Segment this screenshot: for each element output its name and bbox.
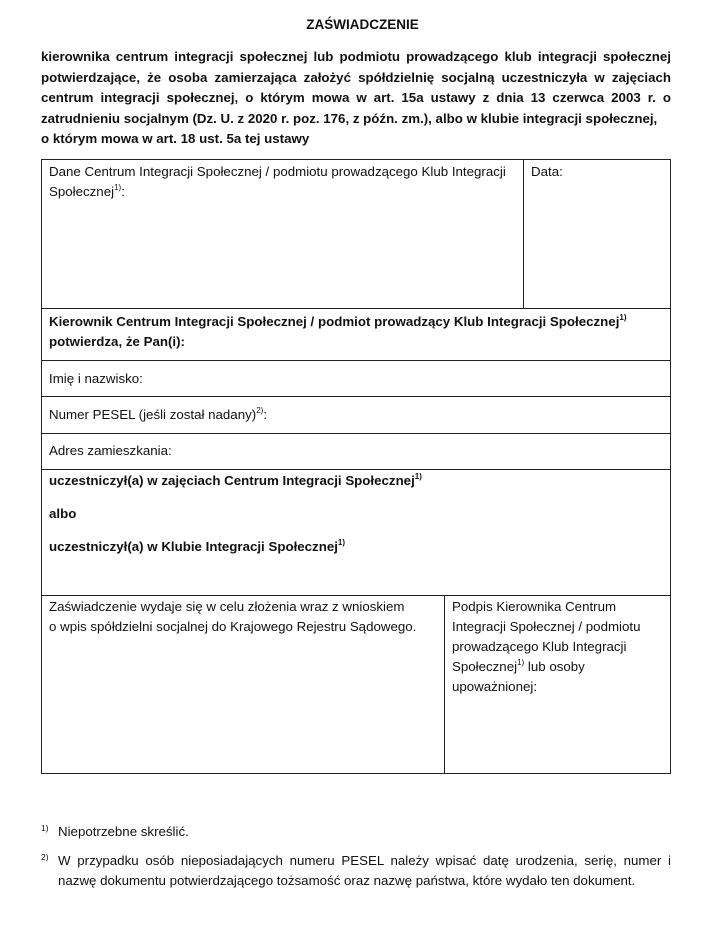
purpose-note: Zaświadczenie wydaje się w celu złożenia wraz z wnioskiem o wpis spółdzielni socjalnej do Krajowego Rejestru Sądowego. [41, 595, 445, 774]
full-name-label: Imię i nazwisko: [49, 371, 143, 386]
footnote-2 [41, 851, 671, 891]
address-field[interactable] [41, 433, 671, 470]
pesel-label: Numer PESEL (jeśli został nadany) [49, 407, 257, 422]
footnote-1 [41, 822, 671, 842]
manager-confirmation [41, 308, 671, 361]
intro-last-line: o którym mowa w art. 18 ust. 5a tej ustawy [41, 131, 310, 146]
certificate-form [41, 159, 671, 774]
footnote-ref: 1) [337, 538, 346, 547]
footnote-2-text: W przypadku osób nieposiadających numeru PESEL należy wpisać datę urodzenia, serię, numer i nazwę dokumentu potwierdzającego tożsamość oraz nazwę państwa, które wydało ten dokument. [58, 853, 671, 888]
participation-options [41, 469, 671, 596]
footnote-ref: 1) [619, 313, 627, 322]
footnote-ref: 2) [256, 406, 264, 415]
footnote-ref: 1) [114, 183, 122, 192]
intro-paragraph [41, 47, 671, 150]
address-label: Adres zamieszkania: [49, 443, 172, 458]
center-data-field[interactable]: Dane Centrum Integracji Społecznej / podmiotu prowadzącego Klub Integracji Społecznej$^{1)}$: [41, 159, 524, 309]
signature-field[interactable]: Podpis Kierownika Centrum Integracji Społecznej / podmiotu prowadzącego Klub Integracji Społecznej$^{1)}$ lub osoby upoważnionej: [444, 595, 671, 774]
footnote-1-text: Niepotrzebne skreślić. [58, 824, 189, 839]
footnote-ref: 1) [517, 658, 525, 667]
date-field[interactable] [523, 159, 671, 309]
footnote-1-number: 1) [41, 823, 49, 833]
footnote-ref: 1) [414, 472, 422, 481]
document-title: ZAŚWIADCZENIE [306, 17, 419, 32]
manager-text-line2: potwierdza, że Pan(i): [49, 334, 185, 349]
date-label: Data: [531, 164, 563, 179]
intro-main: kierownika centrum integracji społecznej lub podmiotu prowadzącego klub integracji społecznej potwierdzające, że osoba zamierzająca założyć spółdzielnię socjalną uczestniczyła w zajęciach centrum integracji społecznej, o którym mowa w art. 15a ustawy z dnia 13 czerwca 2003 r. o zatrudnieniu socjalnym (Dz. U. z 2020 r. poz. 176, z późn. zm.), albo w klubie integracji społecznej, [41, 49, 671, 126]
participation-or: albo [49, 506, 77, 521]
pesel-field[interactable]: Numer PESEL (jeśli został nadany)$^{2)}$: [41, 396, 671, 434]
participation-kis[interactable]: uczestniczył(a) w Klubie Integracji Społecznej [49, 539, 338, 554]
manager-text: Kierownik Centrum Integracji Społecznej / podmiot prowadzący Klub Integracji Społecznej [49, 314, 620, 329]
center-data-label: Dane Centrum Integracji Społecznej / podmiotu prowadzącego Klub Integracji Społecznej [49, 164, 506, 199]
full-name-field[interactable] [41, 360, 671, 397]
participation-cis[interactable]: uczestniczył(a) w zajęciach Centrum Integracji Społecznej [49, 473, 415, 488]
footnote-2-number: 2) [41, 852, 49, 862]
